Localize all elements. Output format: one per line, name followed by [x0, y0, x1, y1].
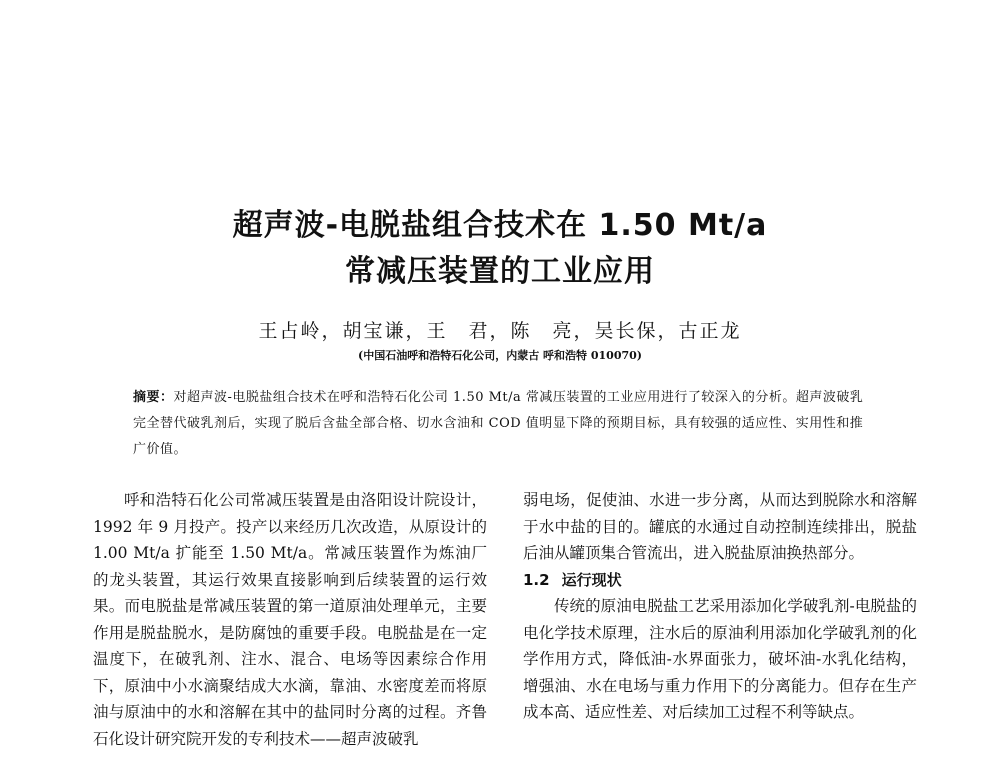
section-title: 运行现状 — [561, 570, 622, 589]
body-column-right — [523, 487, 917, 726]
body-paragraph: 呼和浩特石化公司常减压装置是由洛阳设计院设计，1992 年 9 月投产。投产以来经历几次改造，从原设计的 1.00 Mt/a 扩能至 1.50 Mt/a。常减压装置作为炼油厂的龙头装置，其运行效果直接影响到后续装置的运行效果。而电脱盐是常减压装置的第一道原油处理单元，主要作用是脱盐脱水，是防腐蚀的重要手段。电脱盐是在一定温度下，在破乳剂、注水、混合、电场等因素综合作用下，原油中小水滴聚结成大水滴，靠油、水密度差而将原油与原油中的水和溶解在其中的盐同时分离的过程。齐鲁石化设计研究院开发的专利技术——超声波破乳 — [93, 491, 487, 748]
affiliation: (中国石油呼和浩特石化公司，内蒙古 呼和浩特 010070) — [358, 349, 642, 362]
abstract — [133, 385, 875, 463]
abstract-text: 对超声波-电脱盐组合技术在呼和浩特石化公司 1.50 Mt/a 常减压装置的工业应用进行了较深入的分析。超声波破乳完全替代破乳剂后，实现了脱后含盐全部合格、切水含油和 COD 值明显下降的预期目标，具有较强的适应性、实用性和推广价值。 — [133, 390, 864, 457]
section-heading — [523, 567, 917, 594]
section-number: 1.2 — [523, 570, 550, 589]
paper-title-line1: 超声波-电脱盐组合技术在 1.50 Mt/a — [232, 208, 768, 243]
body-paragraph: 传统的原油电脱盐工艺采用添加化学破乳剂-电脱盐的电化学技术原理，注水后的原油利用添加化学破乳剂的化学作用方式，降低油-水界面张力，破坏油-水乳化结构，增强油、水在电场与重力作用下的分离能力。但存在生产成本高、适应性差、对后续加工过程不利等缺点。 — [523, 597, 917, 721]
body-column-left — [93, 487, 487, 752]
abstract-label: 摘要： — [133, 390, 174, 405]
author-list: 王占岭，胡宝谦，王 君，陈 亮，吴长保，古正龙 — [258, 320, 742, 342]
paper-title-line2: 常减压装置的工业应用 — [345, 254, 655, 289]
body-paragraph: 弱电场，促使油、水进一步分离，从而达到脱除水和溶解于水中盐的目的。罐底的水通过自动控制连续排出，脱盐后油从罐顶集合管流出，进入脱盐原油换热部分。 — [523, 491, 917, 562]
